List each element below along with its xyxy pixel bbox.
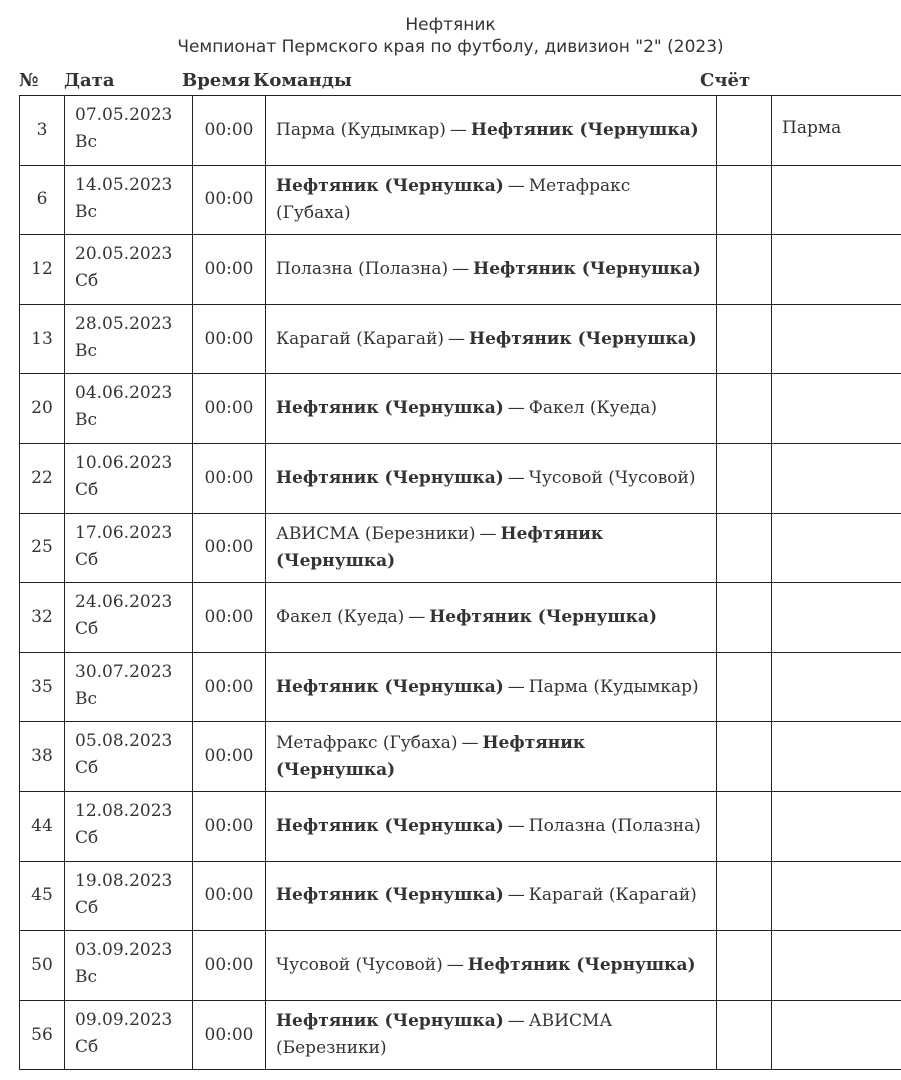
match-note	[772, 722, 901, 792]
match-teams	[266, 443, 717, 513]
match-date: 19.08.2023	[75, 870, 173, 891]
match-date-cell	[65, 583, 193, 653]
table-row	[20, 165, 901, 235]
match-note	[772, 861, 901, 931]
match-teams	[266, 513, 717, 583]
match-date: 20.05.2023	[75, 244, 173, 265]
match-date-cell	[65, 304, 193, 374]
away-team: Нефтяник (Чернушка)	[469, 328, 697, 349]
schedule-table	[19, 95, 901, 1070]
team-separator: —	[507, 175, 525, 196]
match-note	[772, 443, 901, 513]
match-number: 38	[20, 722, 65, 792]
match-note	[772, 165, 901, 235]
team-separator: —	[507, 1011, 525, 1032]
match-date: 28.05.2023	[75, 313, 173, 334]
match-date: 07.05.2023	[75, 105, 173, 125]
match-weekday: Сб	[75, 619, 99, 640]
match-time: 00:00	[193, 96, 266, 166]
match-weekday: Вс	[75, 410, 98, 431]
match-time: 00:00	[193, 722, 266, 792]
team-separator: —	[507, 885, 525, 906]
match-time: 00:00	[193, 861, 266, 931]
table-row	[20, 304, 901, 374]
match-score	[717, 304, 772, 374]
match-score	[717, 791, 772, 861]
match-note: Парма	[772, 96, 901, 166]
table-row	[20, 1000, 901, 1070]
match-date: 09.09.2023	[75, 1009, 173, 1030]
table-row	[20, 443, 901, 513]
home-team: Нефтяник (Чернушка)	[276, 1011, 504, 1032]
home-team: Полазна (Полазна)	[276, 258, 449, 279]
match-time: 00:00	[193, 652, 266, 722]
match-score	[717, 931, 772, 1001]
away-team: Нефтяник (Чернушка)	[429, 606, 657, 627]
match-date-cell	[65, 791, 193, 861]
match-teams	[266, 791, 717, 861]
home-team: Нефтяник (Чернушка)	[276, 676, 504, 697]
match-time: 00:00	[193, 374, 266, 444]
team-separator: —	[448, 328, 466, 349]
match-weekday: Вс	[75, 201, 98, 222]
match-date: 10.06.2023	[75, 452, 173, 473]
team-separator: —	[446, 954, 464, 975]
match-teams	[266, 96, 717, 166]
home-team: Чусовой (Чусовой)	[276, 954, 443, 975]
team-separator: —	[461, 732, 479, 753]
match-teams	[266, 931, 717, 1001]
match-score	[717, 513, 772, 583]
match-teams	[266, 304, 717, 374]
match-time: 00:00	[193, 931, 266, 1001]
match-date: 24.06.2023	[75, 592, 173, 613]
match-date: 17.06.2023	[75, 522, 173, 543]
away-team: Парма (Кудымкар)	[528, 676, 699, 697]
home-team: Нефтяник (Чернушка)	[276, 398, 504, 419]
match-date: 12.08.2023	[75, 800, 173, 821]
match-date-cell	[65, 861, 193, 931]
page-title: Нефтяник	[405, 15, 496, 35]
away-team: Нефтяник (Чернушка)	[276, 523, 604, 571]
match-weekday: Сб	[75, 897, 99, 918]
table-row	[20, 722, 901, 792]
match-score	[717, 1000, 772, 1070]
team-separator: —	[507, 676, 525, 697]
home-team: Нефтяник (Чернушка)	[276, 815, 504, 836]
match-number: 56	[20, 1000, 65, 1070]
match-number: 45	[20, 861, 65, 931]
match-date-cell	[65, 1000, 193, 1070]
match-teams	[266, 235, 717, 305]
table-row	[20, 96, 901, 166]
match-date-cell	[65, 513, 193, 583]
match-teams	[266, 652, 717, 722]
match-teams	[266, 722, 717, 792]
match-note	[772, 304, 901, 374]
match-weekday: Сб	[75, 1036, 99, 1057]
match-date: 05.08.2023	[75, 731, 173, 752]
match-note	[772, 235, 901, 305]
table-row	[20, 791, 901, 861]
match-weekday: Сб	[75, 479, 99, 500]
match-score	[717, 652, 772, 722]
match-number: 44	[20, 791, 65, 861]
team-separator: —	[507, 815, 525, 836]
match-teams	[266, 583, 717, 653]
header-teams: Команды	[253, 70, 352, 91]
header-number: №	[19, 70, 39, 91]
team-separator: —	[452, 258, 470, 279]
match-number: 32	[20, 583, 65, 653]
away-team: Факел (Куеда)	[528, 398, 657, 419]
table-row	[20, 513, 901, 583]
match-time: 00:00	[193, 165, 266, 235]
match-number: 35	[20, 652, 65, 722]
match-teams	[266, 861, 717, 931]
home-team: Факел (Куеда)	[276, 606, 405, 627]
match-weekday: Вс	[75, 967, 98, 988]
match-weekday: Сб	[75, 549, 99, 570]
match-number: 12	[20, 235, 65, 305]
match-time: 00:00	[193, 443, 266, 513]
away-team: Чусовой (Чусовой)	[528, 467, 696, 488]
page-subtitle: Чемпионат Пермского края по футболу, дивизион "2" (2023)	[177, 37, 724, 57]
match-number: 22	[20, 443, 65, 513]
match-score	[717, 722, 772, 792]
match-time: 00:00	[193, 1000, 266, 1070]
match-date: 04.06.2023	[75, 383, 173, 404]
match-time: 00:00	[193, 513, 266, 583]
team-separator: —	[507, 467, 525, 488]
match-date: 03.09.2023	[75, 940, 173, 961]
match-score	[717, 443, 772, 513]
away-team: АВИСМА (Березники)	[276, 1011, 613, 1059]
match-date: 30.07.2023	[75, 661, 173, 682]
match-number: 3	[20, 96, 65, 166]
match-teams	[266, 374, 717, 444]
match-date-cell	[65, 931, 193, 1001]
away-team: Нефтяник (Чернушка)	[473, 258, 701, 279]
match-date-cell	[65, 96, 193, 166]
match-score	[717, 96, 772, 166]
header-date: Дата	[64, 70, 115, 91]
match-date-cell	[65, 165, 193, 235]
match-number: 50	[20, 931, 65, 1001]
table-row	[20, 235, 901, 305]
away-team: Нефтяник (Чернушка)	[467, 954, 696, 975]
match-note	[772, 1000, 901, 1070]
match-note	[772, 791, 901, 861]
header-time: Время	[182, 70, 251, 91]
home-team: Парма (Кудымкар)	[276, 119, 446, 140]
table-row	[20, 931, 901, 1001]
match-time: 00:00	[193, 791, 266, 861]
home-team: Нефтяник (Чернушка)	[276, 175, 504, 196]
home-team: Карагай (Карагай)	[276, 328, 445, 349]
team-separator: —	[507, 398, 525, 419]
table-row	[20, 652, 901, 722]
match-note	[772, 513, 901, 583]
match-number: 20	[20, 374, 65, 444]
match-score	[717, 165, 772, 235]
table-row	[20, 374, 901, 444]
match-weekday: Вс	[75, 340, 98, 361]
away-team: Нефтяник (Чернушка)	[276, 732, 586, 780]
header-score: Счёт	[700, 70, 751, 91]
match-weekday: Сб	[75, 827, 99, 848]
home-team: Нефтяник (Чернушка)	[276, 467, 504, 488]
away-team: Полазна (Полазна)	[528, 815, 701, 836]
home-team: Метафракс (Губаха)	[276, 732, 458, 753]
match-date: 14.05.2023	[75, 174, 173, 195]
match-date-cell	[65, 443, 193, 513]
match-time: 00:00	[193, 235, 266, 305]
match-date-cell	[65, 722, 193, 792]
match-score	[717, 235, 772, 305]
team-separator: —	[479, 523, 497, 544]
match-note	[772, 652, 901, 722]
away-team: Карагай (Карагай)	[528, 885, 697, 906]
match-score	[717, 861, 772, 931]
match-weekday: Сб	[75, 758, 99, 779]
match-time: 00:00	[193, 304, 266, 374]
match-note	[772, 931, 901, 1001]
team-separator: —	[449, 119, 467, 140]
match-teams	[266, 165, 717, 235]
match-number: 13	[20, 304, 65, 374]
match-number: 25	[20, 513, 65, 583]
match-teams	[266, 1000, 717, 1070]
match-date-cell	[65, 652, 193, 722]
table-row	[20, 861, 901, 931]
away-team: Метафракс (Губаха)	[276, 175, 631, 223]
match-note	[772, 583, 901, 653]
away-team: Нефтяник (Чернушка)	[470, 119, 699, 140]
match-number: 6	[20, 165, 65, 235]
match-note	[772, 374, 901, 444]
match-weekday: Сб	[75, 271, 99, 292]
team-separator: —	[408, 606, 426, 627]
match-weekday: Вс	[75, 132, 98, 152]
match-date-cell	[65, 374, 193, 444]
match-score	[717, 583, 772, 653]
match-score	[717, 374, 772, 444]
match-time: 00:00	[193, 583, 266, 653]
table-row	[20, 583, 901, 653]
home-team: АВИСМА (Березники)	[276, 523, 476, 544]
home-team: Нефтяник (Чернушка)	[276, 885, 504, 906]
match-date-cell	[65, 235, 193, 305]
match-weekday: Вс	[75, 688, 98, 709]
